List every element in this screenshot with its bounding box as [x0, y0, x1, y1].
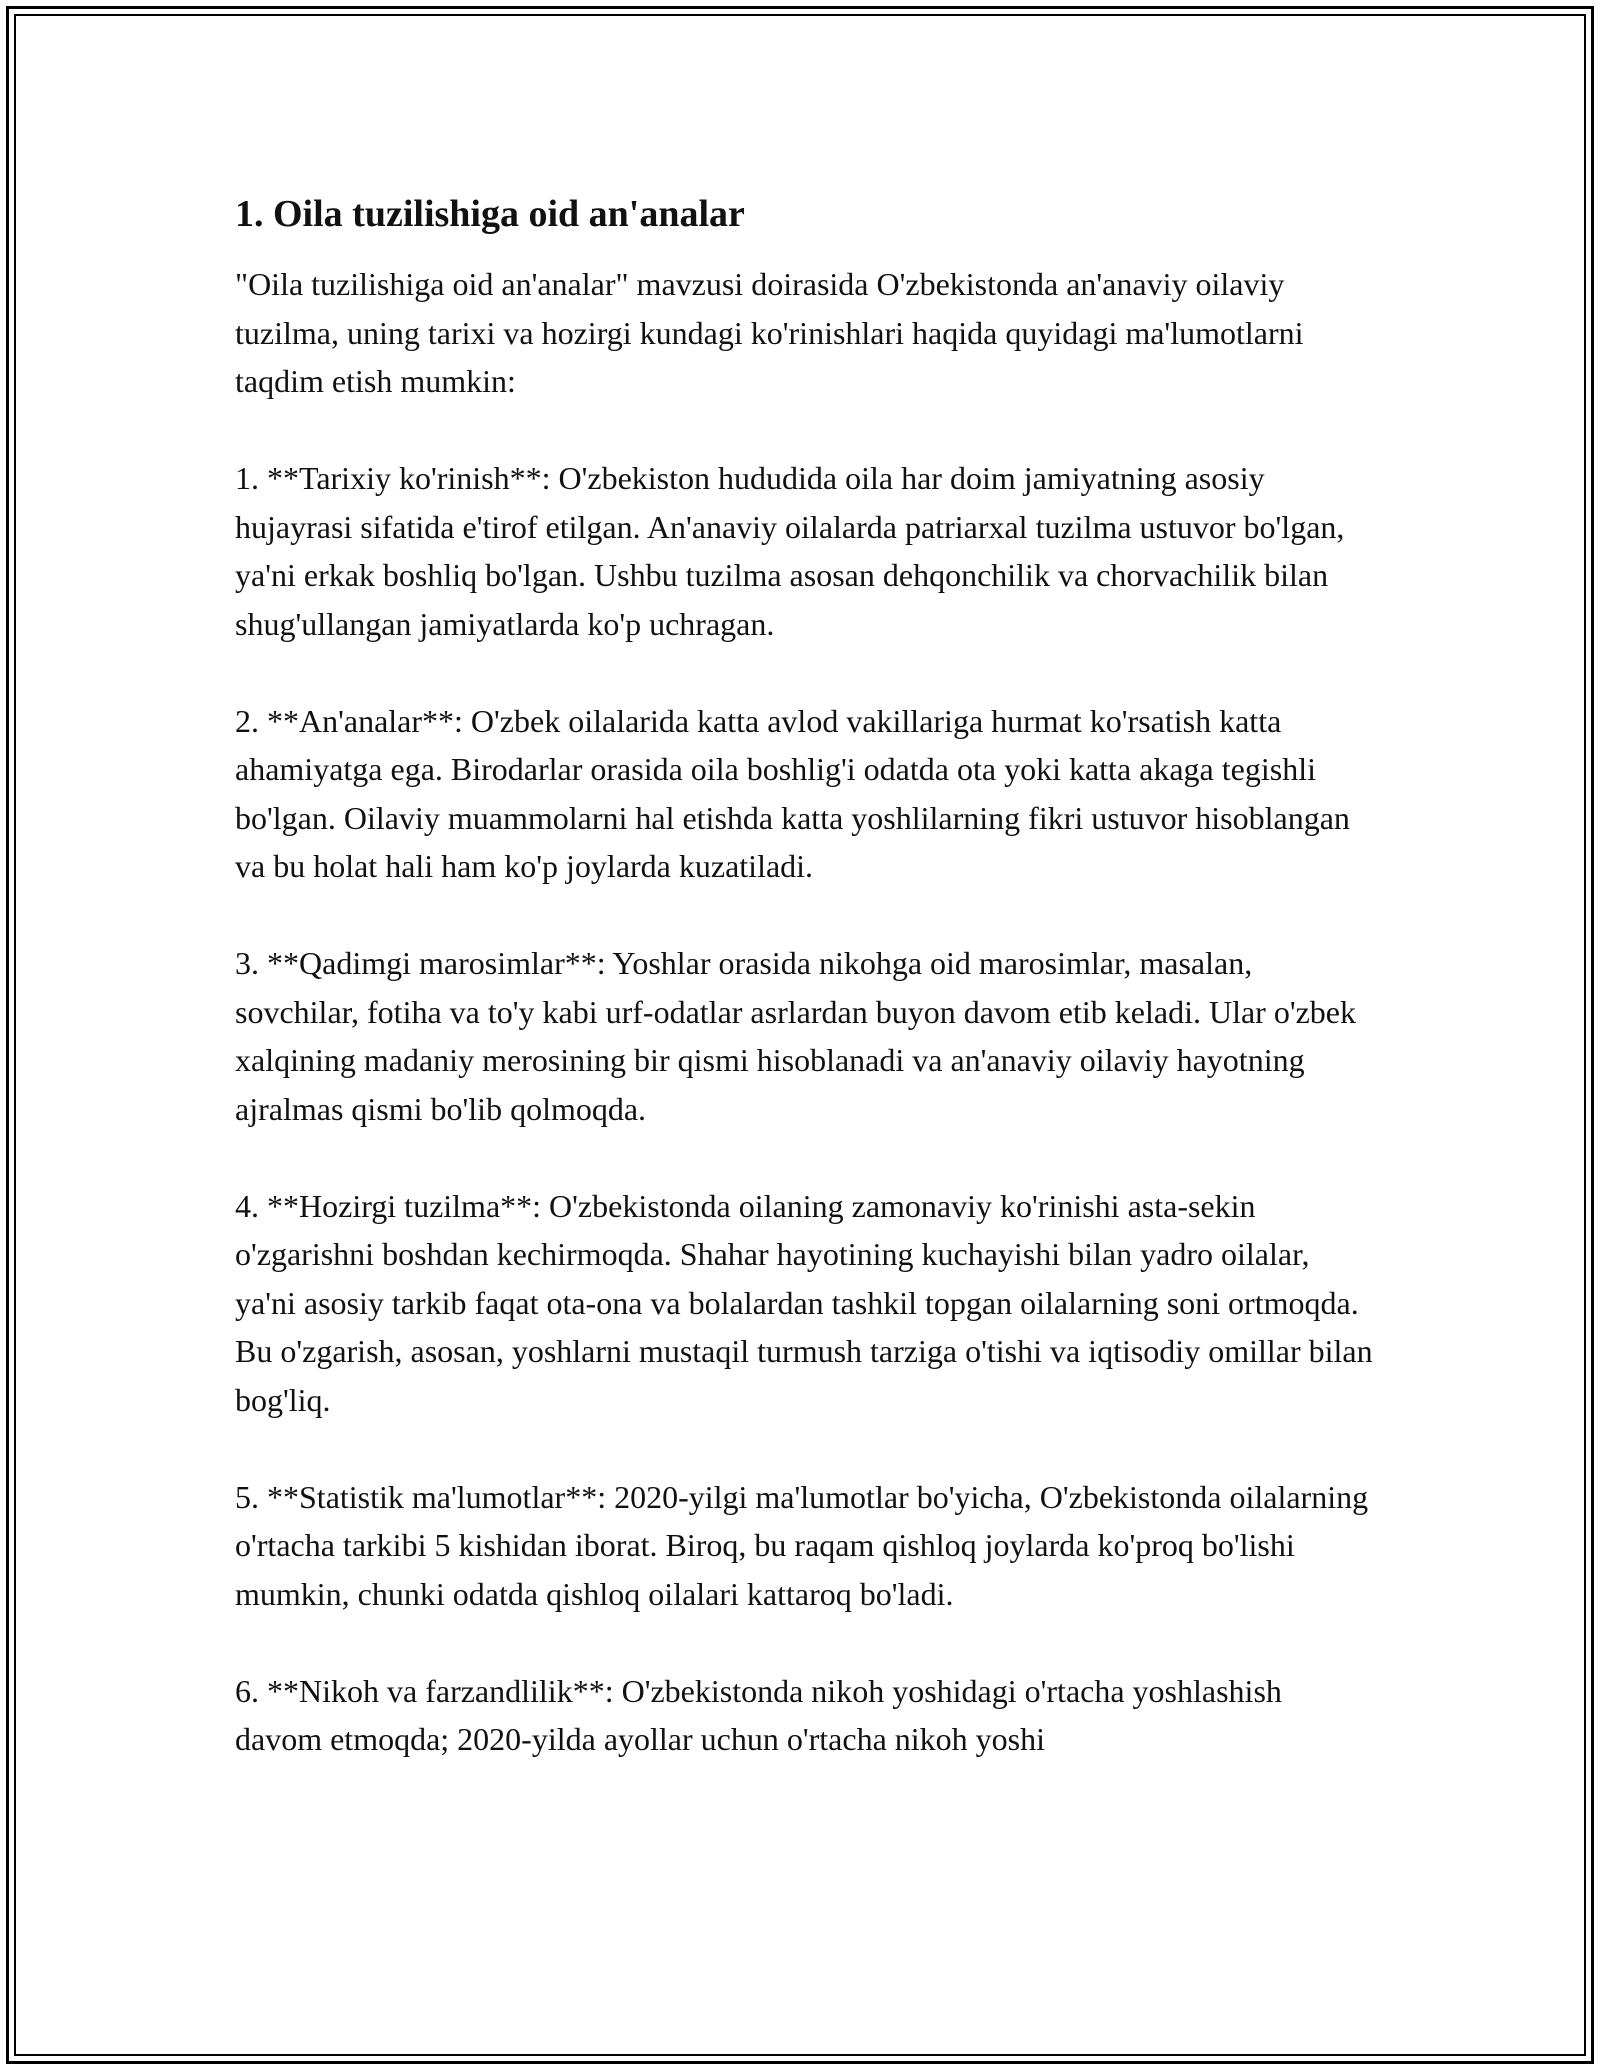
intro-paragraph: "Oila tuzilishiga oid an'analar" mavzusi doirasida O'zbekistonda an'anaviy oilaviy tuzilma, uning tarixi va hozirgi kundagi ko'rinishlari haqida quyidagi ma'lumotlarni taqdim etish mumkin:: [235, 266, 1304, 399]
paragraph-ananalar: 2. **An'analar**: O'zbek oilalarida katta avlod vakillariga hurmat ko'rsatish katta ahamiyatga ega. Birodarlar orasida oila boshlig'i odatda ota yoki katta akaga tegishli bo'lgan. Oilaviy muammolarni hal etishda katta yoshlilarning fikri ustuvor hisoblangan va bu holat hali ham ko'p joylarda kuzatiladi.: [235, 702, 1350, 884]
paragraph-nikoh-va-farzandlilik: 6. **Nikoh va farzandlilik**: O'zbekistonda nikoh yoshidagi o'rtacha yoshlashish davom etmoqda; 2020-yilda ayollar uchun o'rtacha nikoh yoshi: [235, 1672, 1282, 1757]
paragraph-tarixiy-korinish: 1. **Tarixiy ko'rinish**: O'zbekiston hududida oila har doim jamiyatning asosiy hujayrasi sifatida e'tirof etilgan. An'anaviy oilalarda patriarxal tuzilma ustuvor bo'lgan, ya'ni erkak boshliq bo'lgan. Ushbu tuzilma asosan dehqonchilik va chorvachilik bilan shug'ullangan jamiyatlarda ko'p uchragan.: [235, 460, 1345, 642]
document-title: 1. Oila tuzilishiga oid an'analar: [235, 193, 745, 235]
paragraph-qadimgi-marosimlar: 3. **Qadimgi marosimlar**: Yoshlar orasida nikohga oid marosimlar, masalan, sovchilar, fotiha va to'y kabi urf-odatlar asrlardan buyon davom etib keladi. Ular o'zbek xalqining madaniy merosining bir qismi hisoblanadi va an'anaviy oilaviy hayotning ajralmas qismi bo'lib qolmoqda.: [235, 945, 1356, 1127]
document-body: [235, 188, 1375, 1812]
paragraph-statistik-malumotlar: 5. **Statistik ma'lumotlar**: 2020-yilgi ma'lumotlar bo'yicha, O'zbekistonda oilalarning o'rtacha tarkibi 5 kishidan iborat. Biroq, bu raqam qishloq joylarda ko'proq bo'lishi mumkin, chunki odatda qishloq oilalari kattaroq bo'ladi.: [235, 1478, 1369, 1612]
paragraph-hozirgi-tuzilma: 4. **Hozirgi tuzilma**: O'zbekistonda oilaning zamonaviy ko'rinishi asta-sekin o'zgarishni boshdan kechirmoqda. Shahar hayotining kuchayishi bilan yadro oilalar, ya'ni asosiy tarkib faqat ota-ona va bolalardan tashkil topgan oilalarning soni ortmoqda. Bu o'zgarish, asosan, yoshlarni mustaqil turmush tarziga o'tishi va iqtisodiy omillar bilan bog'liq.: [235, 1187, 1373, 1418]
